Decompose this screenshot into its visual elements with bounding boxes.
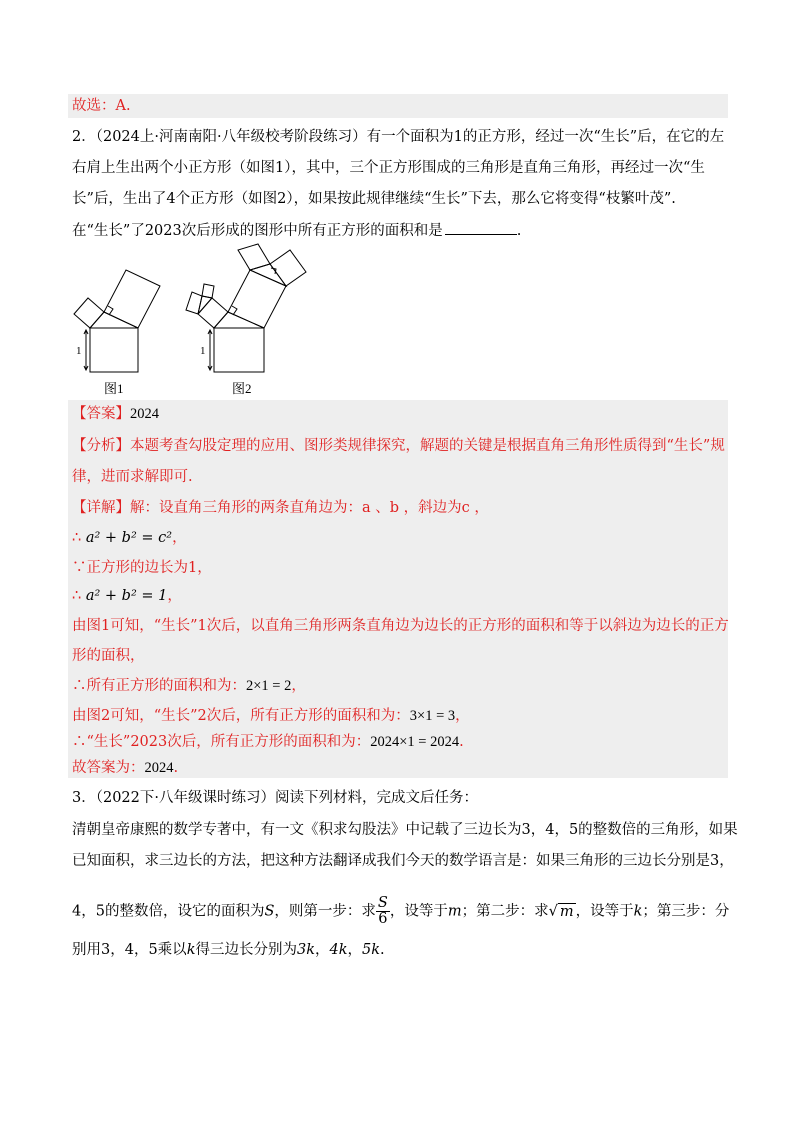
fig2-top-square-a bbox=[238, 244, 270, 270]
detail-l8-math: 3×1 = 3 bbox=[409, 708, 456, 724]
q3-l4-a: 4，5的整数倍，设它的面积为 bbox=[72, 903, 265, 920]
detail-line-6: 形的面积， bbox=[72, 648, 145, 664]
detail-l9-pre: ∴“生长”2023次后，所有正方形的面积和为： bbox=[72, 734, 371, 750]
detail-line-9 bbox=[72, 732, 464, 752]
answer-blank bbox=[445, 220, 517, 235]
q3-line-5 bbox=[72, 940, 385, 960]
q2-line-4-text: 在“生长”了2023次后形成的图形中所有正方形的面积和是 bbox=[72, 223, 443, 239]
q3-l4-S: S bbox=[264, 903, 275, 920]
detail-l4-post: ， bbox=[167, 588, 182, 604]
detail-l8-post: ， bbox=[455, 708, 470, 724]
detail-line-8 bbox=[72, 706, 470, 726]
fraction-s-over-6 bbox=[376, 896, 390, 927]
answer-tag: 【答案】 bbox=[72, 406, 130, 422]
q3-l5-c: ， bbox=[315, 942, 330, 958]
detail-line-1 bbox=[72, 498, 489, 518]
q3-l4-d: ；第二步：求 bbox=[461, 903, 549, 920]
fig2-left-square bbox=[198, 298, 228, 328]
q3-l5-k: k bbox=[186, 942, 196, 958]
frac-numerator: S bbox=[377, 895, 388, 911]
q2-line-1: 2．（2024上·河南南阳·八年级校考阶段练习）有一个面积为1的正方形，经过一次“生长”后，在它的左 bbox=[72, 129, 725, 145]
fig2-triangle-3 bbox=[250, 264, 286, 286]
sqrt-m: √ m bbox=[548, 903, 574, 920]
fig2-small-square-a bbox=[186, 292, 202, 314]
detail-l7-post: ， bbox=[291, 678, 306, 694]
detail-l9-math: 2024×1 = 2024 bbox=[370, 734, 460, 750]
figure-1 bbox=[62, 262, 172, 374]
q3-line-1: 3．（2022下·八年级课时练习）阅读下列材料，完成文后任务： bbox=[72, 790, 478, 806]
prev-answer-text: 故选：A. bbox=[72, 98, 131, 114]
detail-l10-pre: 故答案为： bbox=[72, 760, 145, 776]
fig2-side-label: 1 bbox=[200, 345, 206, 357]
fig2-small-square-b bbox=[202, 284, 214, 298]
figure-2 bbox=[172, 238, 312, 374]
analysis-text-1: 本题考查勾股定理的应用、图形类规律探究，解题的关键是根据直角三角形性质得到“生长”规 bbox=[130, 438, 725, 454]
q2-line-4-end: . bbox=[516, 223, 522, 239]
detail-l7-pre: ∴所有正方形的面积和为： bbox=[72, 678, 246, 694]
analysis-line-2: 律，进而求解即可. bbox=[72, 469, 193, 485]
q2-line-3: 长”后，生出了4个正方形（如图2），如果按此规律继续“生长”下去，那么它将变得“枝繁叶茂”. bbox=[72, 191, 676, 207]
q2-line-2: 右肩上生出两个小正方形（如图1），其中，三个正方形围成的三角形是直角三角形，再经过一次“生 bbox=[72, 160, 705, 176]
analysis-tag: 【分析】 bbox=[72, 438, 130, 454]
q3-line-4 bbox=[72, 896, 729, 927]
detail-tag: 【详解】 bbox=[72, 500, 130, 516]
q3-l5-e: . bbox=[380, 942, 385, 958]
answer-line bbox=[72, 404, 159, 424]
q3-l4-e: ，设等于 bbox=[575, 903, 634, 920]
detail-line-4 bbox=[72, 586, 182, 606]
detail-line-5: 由图1可知，“生长”1次后，以直角三角形两条直角边为边长的正方形的面积和等于以斜边为边长的正方 bbox=[72, 618, 729, 634]
fig2-right-square bbox=[228, 270, 286, 328]
detail-l10-math: 2024 bbox=[144, 760, 174, 776]
q3-l5-3k: 3k bbox=[296, 942, 315, 958]
fig1-right-angle bbox=[108, 306, 113, 315]
q3-l4-c: ，设等于 bbox=[389, 903, 448, 920]
detail-l4-pre: ∴ bbox=[72, 588, 86, 604]
fig1-right-square bbox=[104, 270, 160, 328]
fig1-left-square bbox=[74, 298, 104, 328]
fig2-top-square-b bbox=[270, 250, 306, 286]
detail-line-7 bbox=[72, 676, 306, 696]
detail-l2-math: a² + b² = c² bbox=[85, 530, 173, 546]
q3-line-2: 清朝皇帝康熙的数学专著中，有一文《积求勾股法》中记载了三边长为3，4，5的整数倍的三角形，如果 bbox=[72, 822, 738, 838]
prev-answer-shade bbox=[68, 94, 728, 118]
q3-l4-k: k bbox=[633, 903, 643, 920]
detail-text-1: 解：设直角三角形的两条直角边为：a 、b ，斜边为c ， bbox=[130, 500, 489, 516]
analysis-line-1 bbox=[72, 436, 725, 456]
frac-denominator: 6 bbox=[378, 911, 388, 927]
sqrt-radicand: m bbox=[559, 903, 574, 920]
detail-l7-math: 2×1 = 2 bbox=[246, 678, 292, 694]
q3-l5-4k: 4k bbox=[329, 942, 348, 958]
q3-l4-m: m bbox=[447, 903, 462, 920]
detail-l10-post: . bbox=[173, 760, 179, 776]
detail-l4-math: a² + b² = 1 bbox=[85, 588, 168, 604]
detail-l9-post: . bbox=[459, 734, 464, 750]
answer-value: 2024 bbox=[130, 406, 159, 422]
fig2-caption: 图2 bbox=[232, 381, 252, 396]
q3-l4-b: ，则第一步：求 bbox=[274, 903, 376, 920]
detail-l8-pre: 由图2可知，“生长”2次后，所有正方形的面积和为： bbox=[72, 708, 410, 724]
q3-line-3: 已知面积，求三边长的方法，把这种方法翻译成我们今天的数学语言是：如果三角形的三边长分别是3， bbox=[72, 853, 734, 869]
detail-l2-pre: ∴ bbox=[72, 530, 86, 546]
q3-l5-5k: 5k bbox=[362, 942, 381, 958]
detail-l2-post: ， bbox=[172, 530, 187, 546]
q3-l5-d: ， bbox=[347, 942, 363, 958]
fig1-side-label: 1 bbox=[76, 345, 82, 357]
q3-l4-f: ；第三步：分 bbox=[642, 903, 730, 920]
q3-l5-b: 得三边长分别为 bbox=[195, 942, 297, 958]
fig1-base-square bbox=[90, 328, 138, 372]
detail-line-3: ∵正方形的边长为1， bbox=[72, 560, 212, 576]
fig1-caption: 图1 bbox=[104, 381, 124, 396]
q3-l5-a: 别用3，4，5乘以 bbox=[72, 942, 187, 958]
detail-line-10 bbox=[72, 758, 178, 778]
detail-line-2 bbox=[72, 528, 187, 548]
fig2-base-square bbox=[214, 328, 264, 372]
